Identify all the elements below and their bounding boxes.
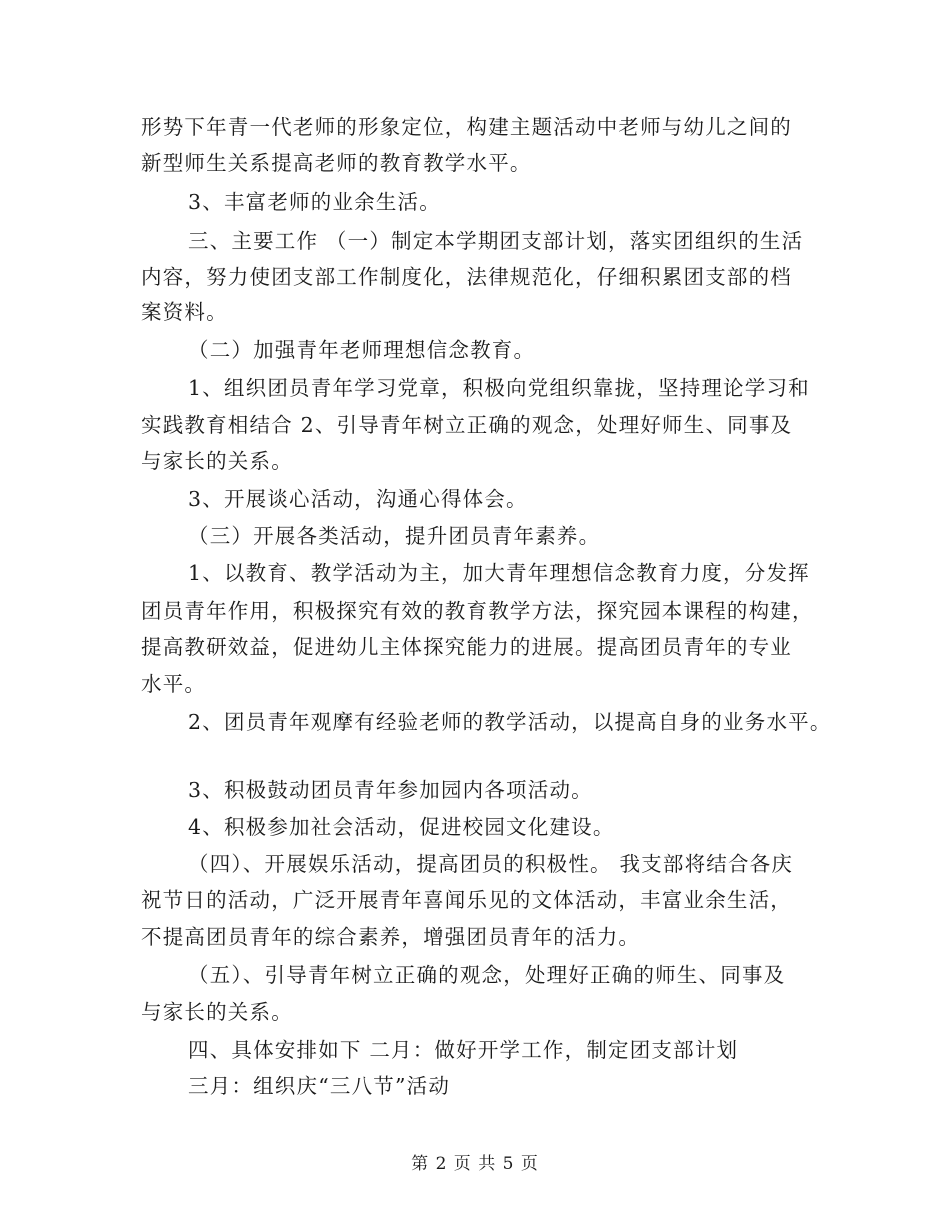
text-line: （二）加强青年老师理想信念教育。 — [188, 338, 536, 362]
text-line: 案资料。 — [141, 300, 228, 324]
text-line: 与家长的关系。 — [141, 449, 293, 473]
text-line: 3、开展谈心活动，沟通心得体会。 — [188, 487, 528, 511]
text-line: 不提高团员青年的综合素养，增强团员青年的活力。 — [141, 925, 641, 949]
text-line: 1、以教育、教学活动为主，加大青年理想信念教育力度，分发挥 — [188, 561, 810, 585]
text-line: （四）、开展娱乐活动，提高团员的积极性。 我支部将结合各庆 — [188, 852, 794, 876]
text-line: 实践教育相结合 2、引导青年树立正确的观念，处理好师生、同事及 — [141, 413, 793, 437]
text-line: 祝节日的活动，广泛开展青年喜闻乐见的文体活动，丰富业余生活， — [141, 888, 792, 912]
text-line: （五）、引导青年树立正确的观念，处理好正确的师生、同事及 — [188, 963, 786, 987]
text-line: 三月：组织庆“三八节”活动 — [188, 1074, 451, 1098]
text-line: 3、积极鼓动团员青年参加园内各项活动。 — [188, 778, 593, 802]
text-line: 内容，努力使团支部工作制度化，法律规范化，仔细积累团支部的档 — [141, 265, 792, 289]
text-line: 提高教研效益，促进幼儿主体探究能力的进展。提高团员青年的专业 — [141, 635, 792, 659]
text-line: 3、丰富老师的业余生活。 — [188, 190, 441, 214]
text-line: 形势下年青一代老师的形象定位，构建主题活动中老师与幼儿之间的 — [141, 115, 792, 139]
text-line: 2、团员青年观摩有经验老师的教学活动，以提高自身的业务水平。 — [188, 710, 832, 734]
text-line: （三）开展各类活动，提升团员青年素养。 — [188, 524, 601, 548]
text-line: 水平。 — [141, 672, 207, 696]
text-line: 4、积极参加社会活动，促进校园文化建设。 — [188, 815, 615, 839]
text-line: 团员青年作用，积极探究有效的教育教学方法，探究园本课程的构建， — [141, 599, 814, 623]
text-line: 新型师生关系提高老师的教育教学水平。 — [141, 151, 532, 175]
page-footer: 第 2 页 共 5 页 — [411, 1154, 539, 1174]
text-line: 与家长的关系。 — [141, 1000, 293, 1024]
text-line: 四、具体安排如下 二月：做好开学工作，制定团支部计划 — [188, 1038, 739, 1062]
text-line: 三、主要工作 （一）制定本学期团支部计划，落实团组织的生活 — [188, 229, 804, 253]
text-line: 1、组织团员青年学习党章，积极向党组织靠拢，坚持理论学习和 — [188, 376, 810, 400]
